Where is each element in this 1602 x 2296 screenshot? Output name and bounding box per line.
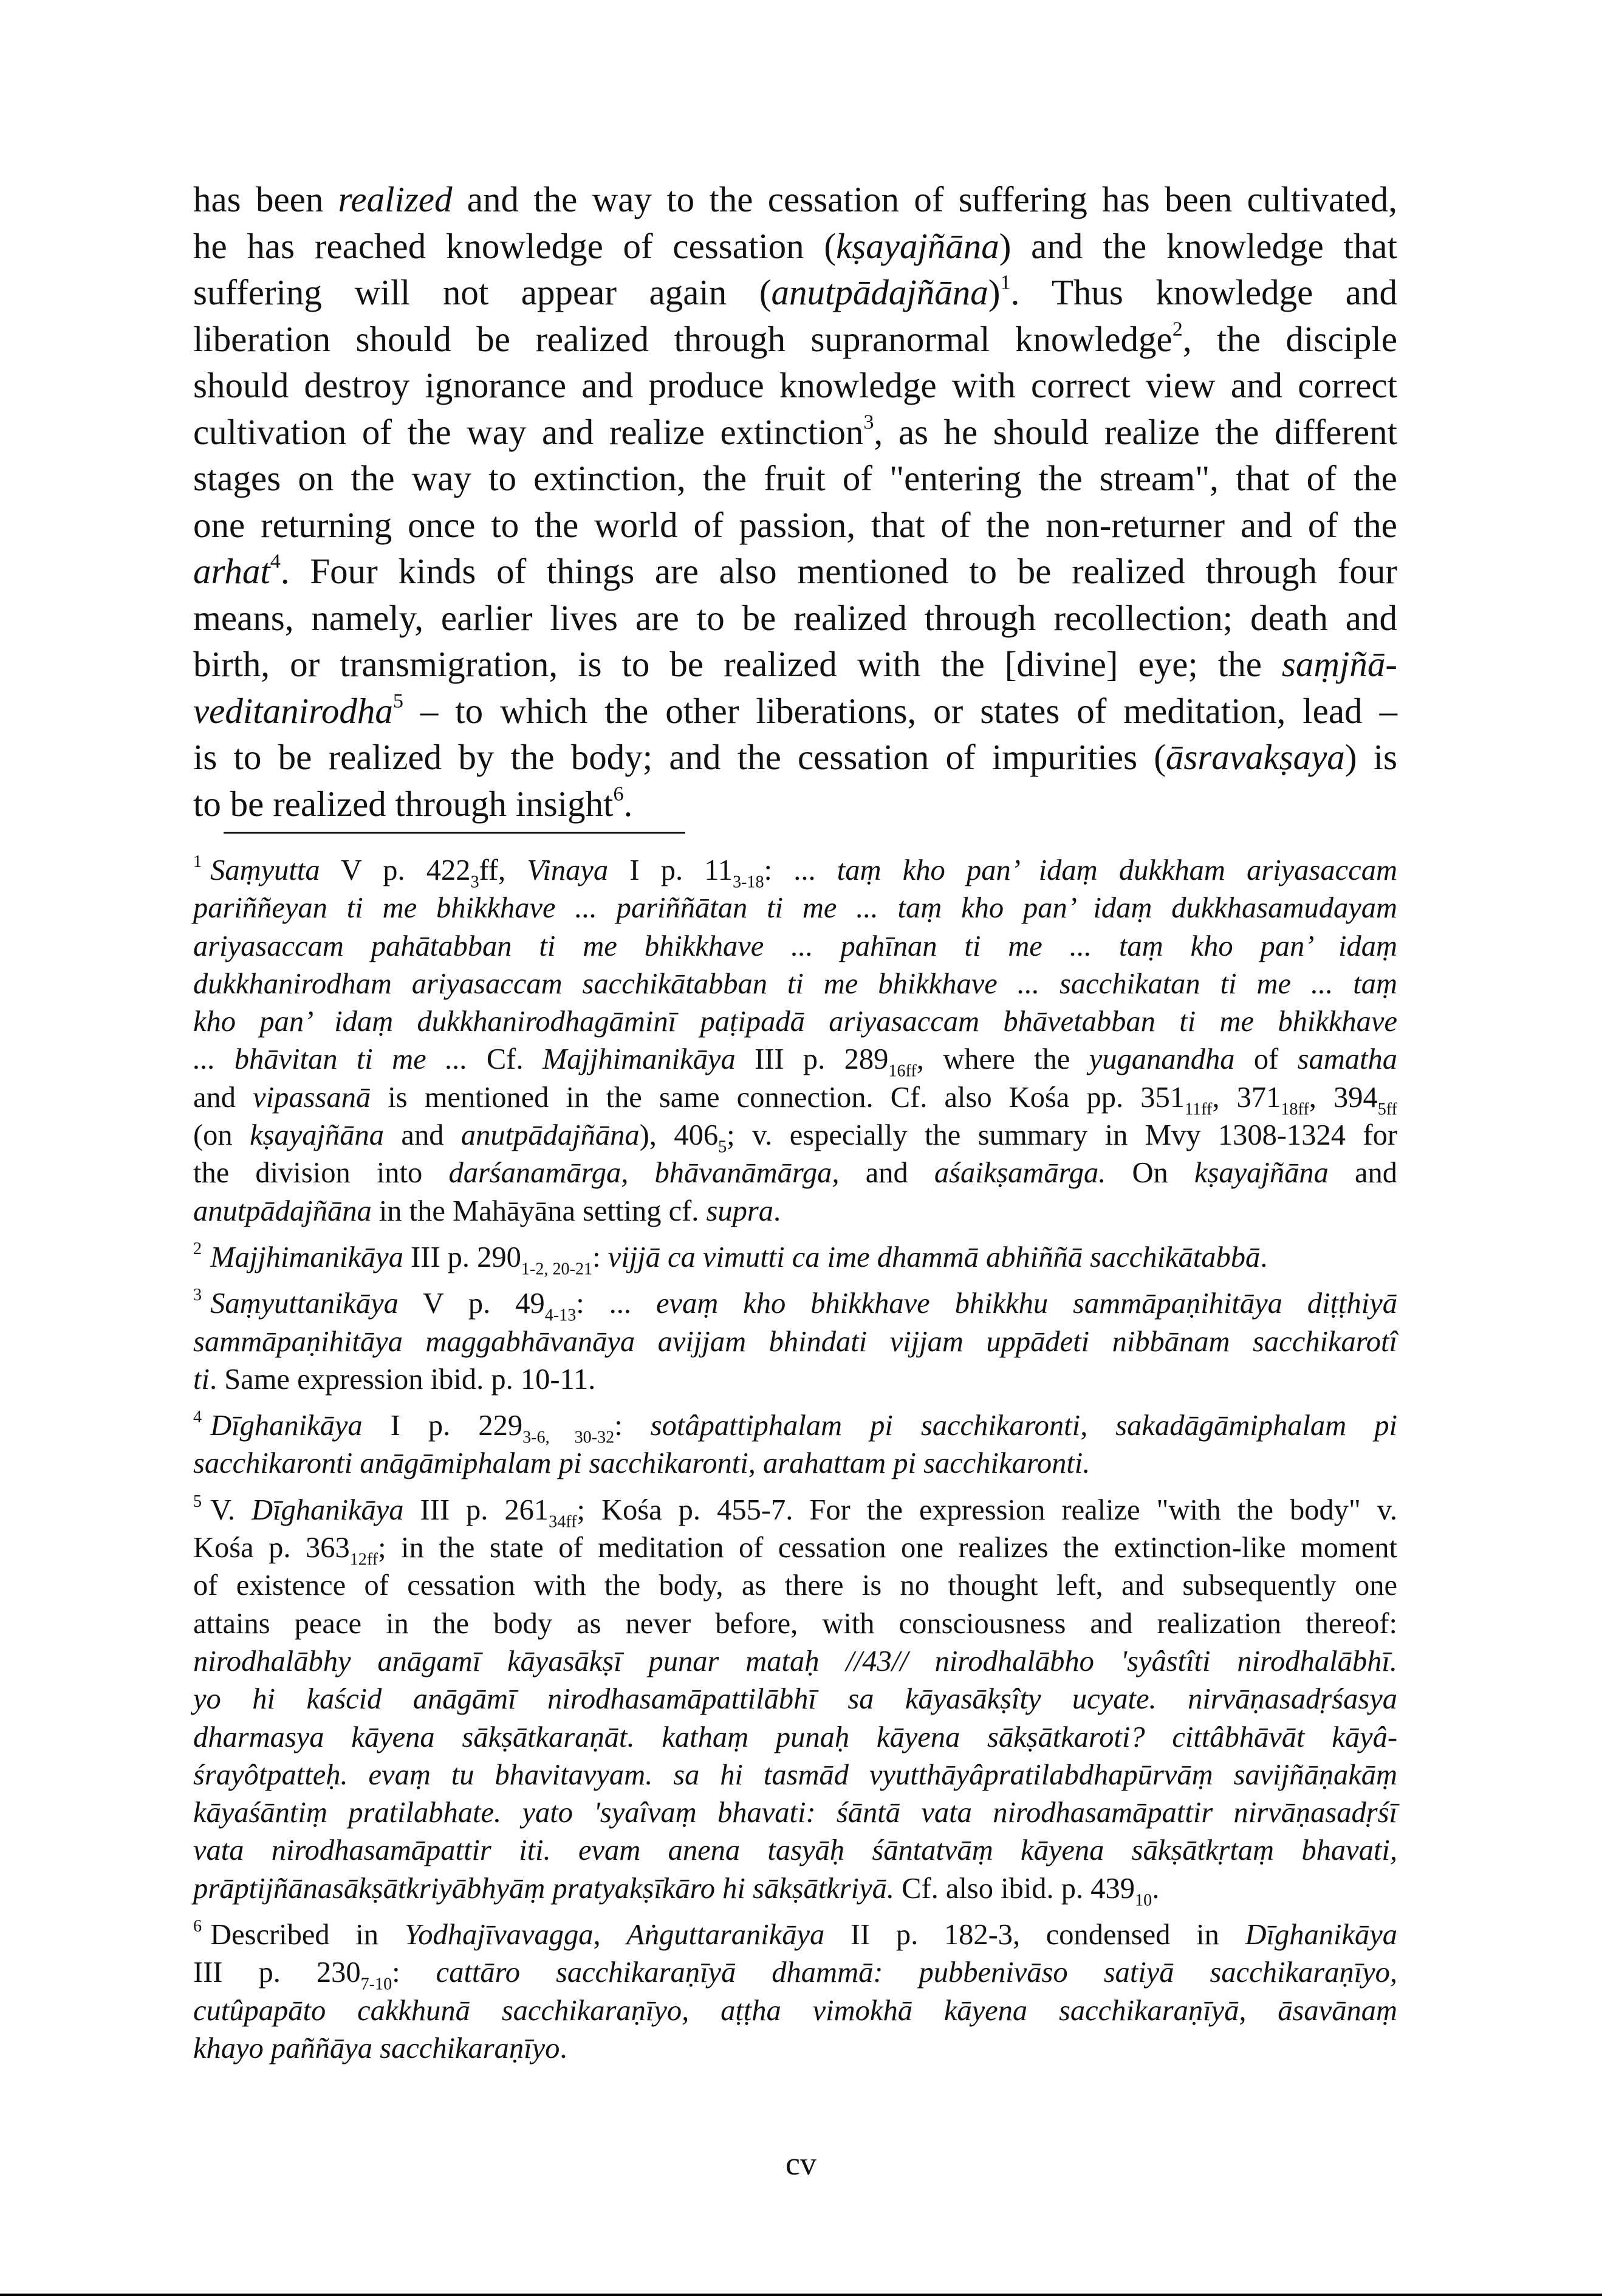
line-reference-subscript: 3-6, 30-32 [522,1428,615,1447]
footnote-line [193,2030,1397,2068]
text-run: , 394 [1309,1081,1378,1114]
text-run: ) is [1344,737,1397,777]
text-run: and [839,1157,934,1190]
line-reference-subscript: 1-2, 20-21 [521,1259,593,1279]
text-run: : ... [764,854,837,886]
text-run: , the disciple [1182,318,1398,359]
text-run: , [593,1919,627,1952]
text-line [193,595,1397,642]
italic-term: yo hi kaścid anāgāmī nirodhasamāpattilābhī sa kāyasākṣîty ucyate. nirvāṇasadṛśasya [193,1683,1397,1716]
text-run: and the way to the cessation of suffering has been cultivated, [452,179,1397,219]
text-run: and [193,1081,253,1114]
text-run: , as he should realize the different [874,411,1398,452]
line-reference-subscript: 7-10 [360,1975,392,1994]
footnote-line [193,1681,1397,1718]
footnote-line [193,1756,1397,1794]
footnote-marker: 4 [193,1408,202,1427]
text-run: . Same expression ibid. p. 10-11. [209,1363,596,1396]
footnote-marker: 5 [193,1492,202,1511]
text-run: I p. 11 [608,854,733,886]
line-reference-subscript: 4-13 [544,1306,577,1325]
text-run: . [1152,1872,1160,1905]
footnote-marker: 6 [193,1916,202,1936]
italic-term: taṃ kho pan’ idaṃ dukkham ariyasaccam [837,854,1397,886]
text-run: III p. 289 [735,1043,889,1076]
footnote-line [193,1041,1398,1081]
line-reference-subscript: 5ff [1377,1100,1398,1119]
text-line [193,269,1397,316]
footnote-line [193,1916,1397,1954]
text-run: is mentioned in the same connection. Cf. also Kośa pp. 351 [371,1081,1185,1114]
text-line [193,502,1397,549]
book-page [193,176,1397,2076]
footnote-line [193,1529,1397,1567]
text-line [193,548,1397,595]
italic-term: Dīghanikāya [251,1493,404,1526]
text-run: . [623,783,633,824]
text-run: : ... [576,1287,656,1320]
italic-term: vijjā ca vimutti ca ime dhammā abhiññā sacchikātabbā [608,1241,1261,1273]
italic-term: anutpādajñāna [771,272,988,312]
footnotes-section [193,852,1397,2068]
text-run: and [384,1119,461,1152]
text-run: the division into [193,1157,449,1190]
italic-term: yuganandha [1089,1043,1235,1076]
text-run: Cf. [467,1043,543,1076]
footnote-reference: 3 [863,410,874,433]
text-run: ; Kośa p. 455-7. For the expression realize "with the body" v. [577,1493,1398,1526]
footnote-line [193,1445,1397,1482]
footnote-line [193,1239,1397,1277]
italic-term: śrayôtpatteḥ. evaṃ tu bhavitavyam. sa hi tasmād vyutthāyâpratilabdhapūrvāṃ savijñāṇakāṃ [193,1758,1397,1791]
text-run: cultivation of the way and realize extinction [193,411,864,452]
italic-term: nirodhalābhy anāgamī kāyasākṣī punar mataḥ //43// nirodhalābho 'syâstîti nirodhalābhī. [193,1645,1397,1677]
footnote-1 [193,852,1397,1230]
line-reference-subscript: 10 [1135,1891,1152,1910]
text-line [193,362,1397,409]
text-run: in the Mahāyāna setting cf. [371,1194,707,1227]
footnote-reference: 6 [613,782,624,805]
footnote-line [193,1193,1397,1230]
text-run: Described in [210,1919,405,1952]
footnote-line [193,1719,1397,1756]
text-run: one returning once to the world of passion, that of the non-returner and of the [193,504,1397,545]
footnote-line [193,1361,1397,1399]
text-run: to be realized through insight [193,783,614,824]
footnote-line [193,889,1397,927]
footnote-5 [193,1492,1397,1908]
line-reference-subscript: 34ff [549,1512,577,1532]
footnote-line [193,1643,1397,1681]
italic-term: kṣayajñāna [836,225,999,266]
italic-term: ariyasaccam pahātabban ti me bhikkhave ... pahīnan ti me ... taṃ kho pan’ idaṃ [193,930,1397,962]
italic-term: kho pan’ idaṃ dukkhanirodhagāminī paṭipadā ariyasaccam bhāvetabban ti me bhikkhave [193,1006,1397,1038]
text-line [193,641,1397,688]
text-run: On [1106,1157,1194,1190]
line-reference-subscript: 11ff [1185,1100,1213,1119]
text-run: V p. 49 [398,1287,545,1320]
text-run: III p. 290 [403,1241,521,1273]
text-run: of existence of cessation with the body, as there is no thought left, and subsequently one [193,1569,1397,1602]
text-run: III p. 230 [193,1956,361,1989]
text-run: and [1328,1157,1397,1190]
footnote-line [193,1954,1397,1992]
footnote-reference: 2 [1172,317,1183,340]
text-line [193,734,1397,781]
italic-term: vipassanā [253,1081,371,1114]
footnote-line [193,1992,1397,2030]
text-run: I p. 229 [362,1410,523,1442]
text-run: stages on the way to extinction, the fruit of "entering the stream", that of the [193,458,1397,498]
footnote-marker: 3 [193,1286,202,1305]
italic-term: veditanirodha [193,690,393,731]
italic-term: cutûpapāto cakkhunā sacchikaraṇīyo, aṭṭha vimokhā kāyena sacchikaraṇīyā, āsavānaṃ [193,1994,1397,2027]
italic-term: pariññeyan ti me bhikkhave ... pariññātan ti me ... taṃ kho pan’ idaṃ dukkhasamudayam [193,892,1397,925]
text-run: means, namely, earlier lives are to be realized through recollection; death and [193,597,1397,638]
footnote-line [193,1117,1398,1157]
text-run: . [1260,1241,1268,1273]
italic-term: Saṃyuttanikāya [210,1287,399,1320]
text-run: ; v. especially the summary in Mvy 1308-1324 for [727,1119,1398,1152]
footnote-2 [193,1239,1397,1277]
footnote-line [193,852,1397,892]
footnote-reference: 5 [392,689,403,712]
italic-term: aśaikṣamārga. [934,1157,1106,1190]
footnote-line [193,1285,1397,1323]
text-run: ff, [479,854,527,886]
italic-term: anutpādajñāna [193,1194,372,1227]
italic-term: Vinaya [527,854,609,886]
text-line [193,223,1397,270]
italic-term: Majjhimanikāya [210,1241,403,1273]
italic-term: ti [193,1363,210,1396]
text-line [193,688,1397,735]
text-run: III p. 261 [403,1493,549,1526]
line-reference-subscript: 5 [718,1137,727,1157]
text-run: Cf. also ibid. p. 439 [894,1872,1135,1905]
text-run: should destroy ignorance and produce knowledge with correct view and correct [193,365,1397,405]
page-number: cv [786,2145,816,2182]
footnote-line [193,1079,1397,1117]
italic-term: khayo paññāya sacchikaraṇīyo [193,2032,560,2065]
text-run: : [592,1241,608,1273]
italic-term: Majjhimanikāya [542,1043,736,1076]
line-reference-subscript: 18ff [1281,1100,1309,1119]
text-run: , where the [916,1043,1089,1076]
text-line [193,316,1397,363]
italic-term: kṣayajñāna [1194,1157,1329,1190]
footnote-line [193,1870,1397,1908]
text-run: . Four kinds of things are also mentioned to be realized through four [280,551,1397,591]
italic-term: cattāro sacchikaraṇīyā dhammā: pubbenivāso satiyā sacchikaraṇīyo, [436,1956,1397,1989]
text-run: suffering will not appear again ( [193,272,772,312]
italic-term: realized [338,179,453,219]
line-reference-subscript: 3-18 [732,872,764,892]
italic-term: Dīghanikāya [210,1410,363,1442]
text-run: is to be realized by the body; and the cessation of impurities ( [193,737,1166,777]
footnote-line [193,1492,1398,1532]
footnote-4 [193,1407,1397,1483]
italic-term: vata nirodhasamāpattir iti. evam anena tasyāḥ śāntatvāṃ kāyena sākṣātkṛtaṃ bhavati, [193,1834,1397,1867]
text-run: – to which the other liberations, or states of meditation, lead – [403,690,1397,731]
italic-term: sammāpaṇihitāya maggabhāvanāya avijjam bhindati vijjam uppādeti nibbānam sacchikarotî [193,1325,1397,1358]
text-run: II p. 182-3, condensed in [824,1919,1245,1952]
text-run: liberation should be realized through supranormal knowledge [193,318,1172,359]
italic-term: saṃjñā- [1281,644,1397,684]
text-run: he has reached knowledge of cessation ( [193,225,837,266]
italic-term: anutpādajñāna [460,1119,640,1152]
text-run: . [773,1194,781,1227]
footnote-line [193,1794,1397,1832]
footnote-line [193,1832,1397,1869]
italic-term: sacchikaronti anāgāmiphalam pi sacchikaronti, arahattam pi sacchikaronti. [193,1447,1090,1480]
text-run: ) [988,272,1001,312]
footnote-line [193,1605,1397,1643]
text-run: , 371 [1212,1081,1281,1114]
footnote-line [193,1154,1397,1192]
text-run: . [560,2032,567,2065]
footnote-line [193,1567,1397,1605]
footnote-3 [193,1285,1397,1399]
text-run: attains peace in the body as never before, with consciousness and realization thereof: [193,1607,1397,1640]
italic-term: kāyaśāntiṃ pratilabhate. yato 'syaîvaṃ bhavati: śāntā vata nirodhasamāpattir nirvāṇasadṛśī [193,1797,1397,1829]
footnote-marker: 2 [193,1239,202,1258]
line-reference-subscript: 12ff [349,1550,378,1569]
italic-term: Aṅguttaranikāya [626,1919,825,1952]
line-reference-subscript: 16ff [888,1062,917,1081]
italic-term: darśanamārga, bhāvanāmārga, [448,1157,840,1190]
text-run: ; in the state of meditation of cessation one realizes the extinction-like moment [378,1532,1397,1564]
italic-term: kṣayajñāna [250,1119,384,1152]
text-run: : [392,1956,436,1989]
text-run: : [614,1410,651,1442]
italic-term: prāptijñānasākṣātkriyābhyāṃ pratyakṣīkāro hi sākṣātkriyā. [193,1872,894,1905]
footnote-reference: 4 [270,550,281,573]
main-paragraph [193,176,1397,827]
text-run: ), 406 [639,1119,719,1152]
text-run: birth, or transmigration, is to be realized with the [divine] eye; the [193,644,1282,684]
line-reference-subscript: 3 [470,872,479,892]
italic-term: arhat [193,551,270,591]
italic-term: samatha [1297,1043,1398,1076]
text-line [193,781,1397,828]
footnote-marker: 1 [193,852,202,871]
text-run: (on [193,1119,250,1152]
text-run: Kośa p. 363 [193,1532,350,1564]
footnote-reference: 1 [1000,271,1011,294]
scan-edge-line [0,2294,1602,2296]
italic-term: Dīghanikāya [1245,1919,1398,1952]
footnote-line [193,1407,1397,1445]
footnote-line [193,928,1397,965]
text-run: of [1234,1043,1298,1076]
footnote-line [193,1003,1397,1041]
italic-term: dukkhanirodham ariyasaccam sacchikātabban ti me bhikkhave ... sacchikatan ti me ... taṃ [193,967,1397,1000]
italic-term: evaṃ kho bhikkhave bhikkhu sammāpaṇihitāya diṭṭhiyā [656,1287,1397,1320]
text-run: . Thus knowledge and [1010,272,1397,312]
italic-term: sotâpattiphalam pi sacchikaronti, sakadāgāmiphalam pi [650,1410,1398,1442]
text-line [193,176,1397,223]
text-run: ) and the knowledge that [999,225,1397,266]
italic-term: supra [706,1194,774,1227]
footnote-line [193,965,1397,1003]
text-run: has been [193,179,338,219]
text-line [193,409,1397,456]
text-run: V p. 422 [320,854,471,886]
text-run: V. [210,1493,252,1526]
italic-term: Yodhajīvavagga [404,1919,594,1952]
text-line [193,455,1397,502]
italic-term: dharmasya kāyena sākṣātkaraṇāt. kathaṃ punaḥ kāyena sākṣātkaroti? cittâbhāvāt kāyâ- [193,1721,1397,1753]
italic-term: ... bhāvitan ti me ... [193,1043,468,1076]
footnote-6 [193,1916,1397,2068]
footnote-separator-rule [224,832,685,834]
footnote-line [193,1323,1397,1361]
italic-term: āsravakṣaya [1165,737,1345,777]
italic-term: Saṃyutta [210,854,320,886]
